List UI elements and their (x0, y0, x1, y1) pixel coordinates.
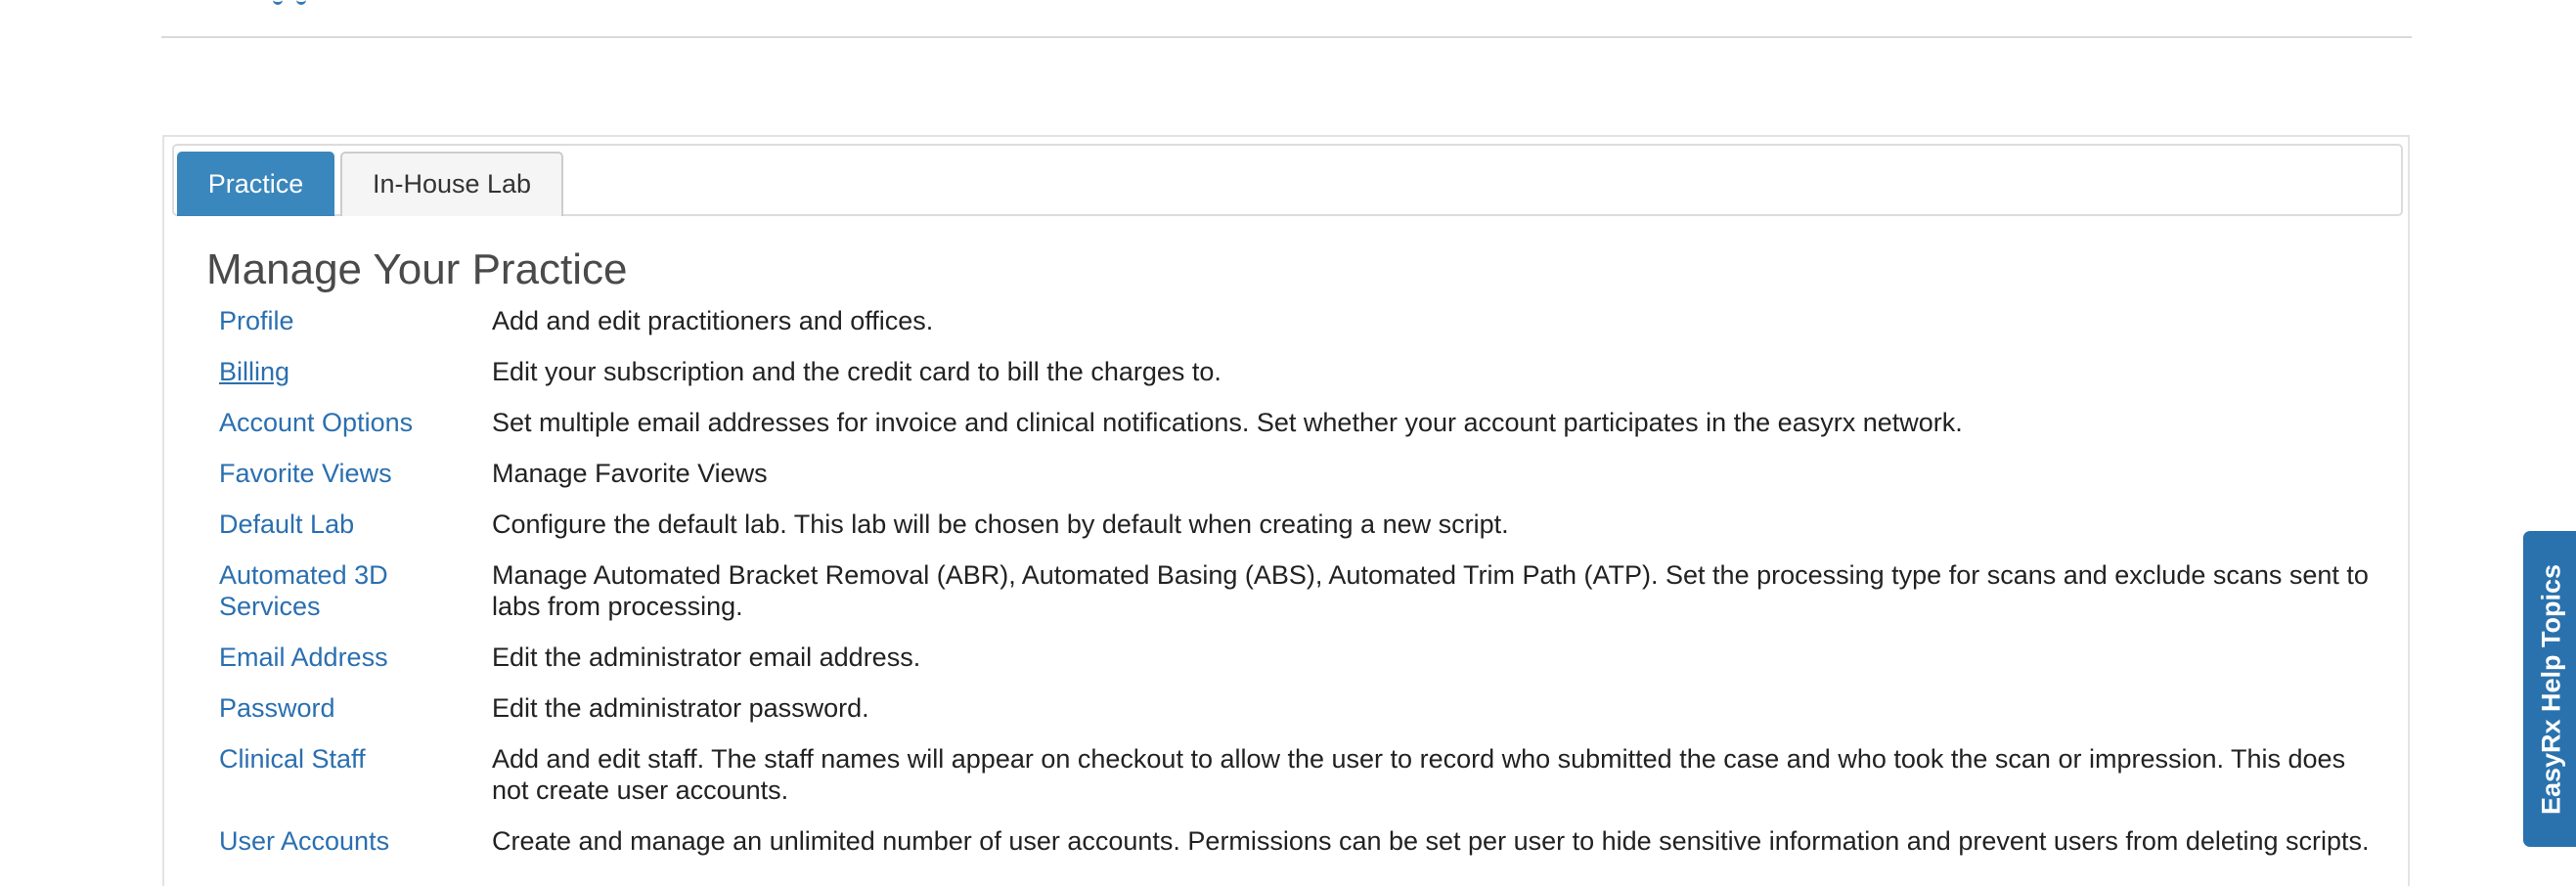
account-options-link[interactable]: Account Options (219, 408, 414, 437)
user-accounts-description: Create and manage an unlimited number of user accounts. Permissions can be set per user to hide sensitive information and prevent users from deleting scripts. (492, 826, 2370, 856)
help-topics-label: EasyRx Help Topics (2536, 563, 2566, 815)
favorite-views-description: Manage Favorite Views (492, 459, 768, 488)
section-title: Manage Your Practice (206, 245, 628, 293)
email-address-description: Edit the administrator email address. (492, 642, 921, 672)
profile-description: Add and edit practitioners and offices. (492, 306, 934, 335)
header-title-fragment (269, 0, 328, 5)
clinical-staff-link[interactable]: Clinical Staff (219, 744, 366, 774)
header-divider (161, 36, 2412, 38)
automated-3d-services-link[interactable]: Automated 3D Services (219, 560, 388, 621)
tab-practice[interactable]: Practice (177, 152, 334, 216)
billing-link[interactable]: Billing (219, 357, 290, 386)
account-options-description: Set multiple email addresses for invoice and clinical notifications. Set whether your account participates in the easyrx network. (492, 408, 1963, 437)
clinical-staff-description: Add and edit staff. The staff names will appear on checkout to allow the user to record who submitted the case and who took the scan or impression. This does not create user accounts. (492, 744, 2346, 805)
password-description: Edit the administrator password. (492, 693, 869, 723)
email-address-link[interactable]: Email Address (219, 642, 388, 672)
password-link[interactable]: Password (219, 693, 335, 723)
user-accounts-link[interactable]: User Accounts (219, 826, 390, 856)
default-lab-link[interactable]: Default Lab (219, 509, 355, 539)
tab-in-house-lab[interactable]: In-House Lab (340, 152, 563, 216)
default-lab-description: Configure the default lab. This lab will be chosen by default when creating a new script. (492, 509, 1509, 539)
automated-3d-services-description: Manage Automated Bracket Removal (ABR), Automated Basing (ABS), Automated Trim Path (ATP). Set the processing type for scans and exclude scans sent to labs from processing. (492, 560, 2369, 621)
favorite-views-link[interactable]: Favorite Views (219, 459, 392, 488)
billing-description: Edit your subscription and the credit card to bill the charges to. (492, 357, 1221, 386)
profile-link[interactable]: Profile (219, 306, 294, 335)
help-topics-tab[interactable] (2523, 531, 2576, 847)
